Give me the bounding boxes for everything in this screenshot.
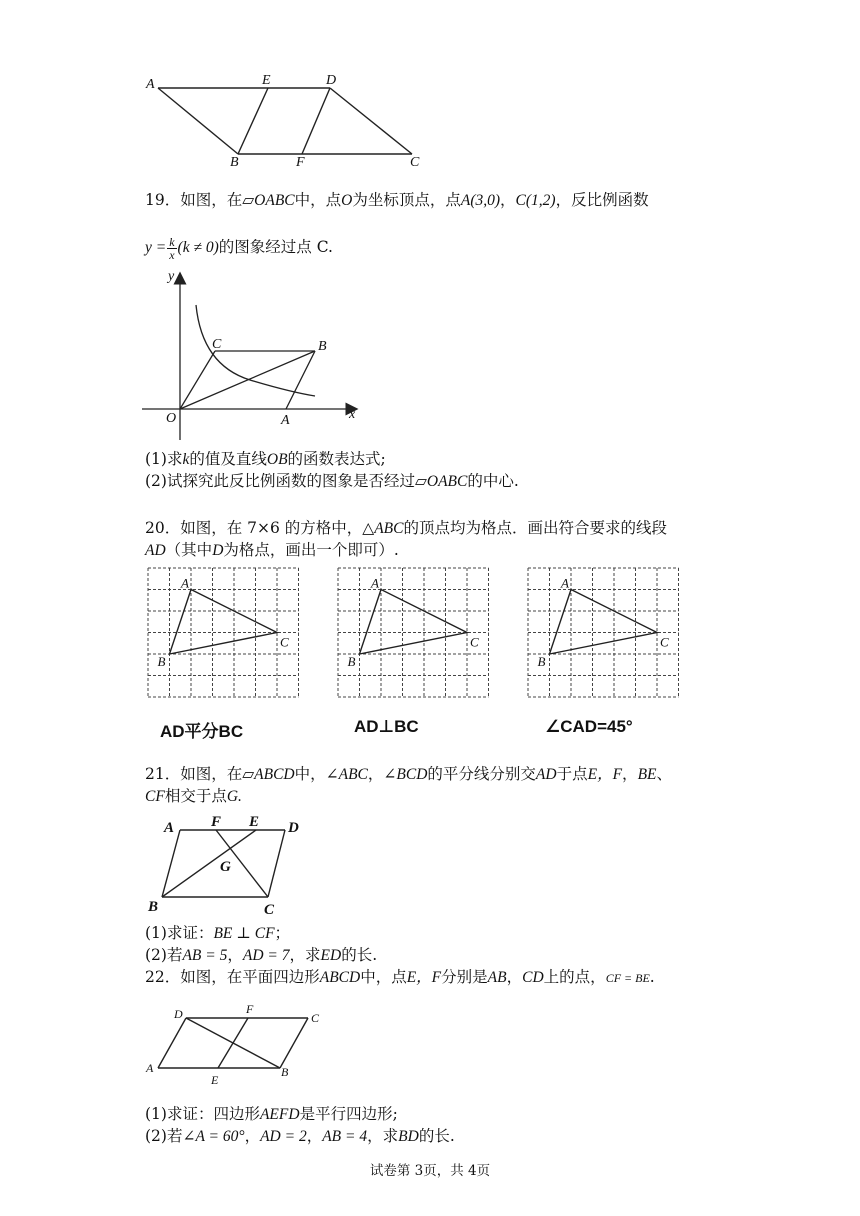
triangle-abc — [550, 590, 658, 655]
q19-line1: 19．如图，在▱OABC中，点O为坐标顶点，点A(3,0)，C(1,2)，反比例函数 — [145, 191, 649, 209]
q20-line2: AD（其中D为格点，画出一个即可）. — [145, 541, 399, 559]
label-C: C — [410, 155, 420, 170]
label-C: C — [264, 902, 275, 918]
axis-x-label: x — [349, 407, 356, 422]
caption-angle-cad-45: ∠CAD=45° — [545, 717, 633, 736]
label-A: A — [164, 820, 175, 836]
q21-line2: CF相交于点G. — [145, 787, 242, 805]
label-D: D — [174, 1007, 183, 1021]
q21-part2: (2)若AB = 5，AD = 7，求ED的长. — [145, 946, 378, 964]
figure-q21 — [140, 810, 315, 920]
label-A: A — [181, 575, 189, 591]
grid-figure-2 — [336, 566, 496, 701]
label-G: G — [220, 859, 231, 875]
caption-ad-bisects-bc: AD平分BC — [160, 722, 244, 741]
label-A: A — [146, 1061, 154, 1075]
q22-line1: 22．如图，在平面四边形ABCD中，点E，F分别是AB，CD上的点，CF = BE. — [145, 968, 655, 986]
page-footer: 试卷第 3页，共 4页 — [369, 1163, 491, 1179]
label-C: C — [212, 337, 222, 352]
label-C: C — [311, 1011, 320, 1025]
figure-q22 — [140, 1000, 340, 1092]
label-D: D — [326, 73, 337, 88]
axis-y-label: y — [168, 270, 175, 284]
label-E: E — [249, 814, 260, 830]
q19-part2: (2)试探究此反比例函数的图象是否经过▱OABC的中心. — [145, 472, 519, 490]
triangle-abc — [360, 590, 468, 655]
caption-ad-perp-bc: AD⊥BC — [354, 717, 419, 736]
label-B: B — [148, 899, 159, 915]
label-A: A — [561, 575, 569, 591]
label-F: F — [246, 1002, 254, 1016]
grid-figure-3 — [526, 566, 686, 701]
label-O: O — [166, 411, 177, 426]
fraction-k-over-x: $\frac{k}{x}$ — [169, 234, 175, 262]
label-C: C — [660, 634, 669, 650]
label-B: B — [347, 654, 356, 669]
label-B: B — [281, 1065, 289, 1079]
label-D: D — [288, 820, 299, 836]
q19-line2: y = $\frac{k}{x}$ (k ≠ 0)的图象经过点 C. — [145, 234, 333, 262]
label-C: C — [280, 634, 289, 650]
q21-part1: (1)求证：BE ⊥ CF； — [145, 924, 291, 942]
label-F: F — [211, 814, 222, 830]
q20-line1: 20．如图，在 7×6 的方格中，△ABC的顶点均为格点．画出符合要求的线段 — [145, 519, 668, 537]
q22-part1: (1)求证：四边形AEFD是平行四边形; — [145, 1105, 398, 1123]
label-B: B — [318, 339, 327, 354]
label-B: B — [537, 654, 546, 669]
label-C: C — [470, 634, 479, 650]
q21-line1: 21．如图，在▱ABCD中，∠ABC，∠BCD的平分线分别交AD于点E，F，BE、 — [145, 765, 673, 783]
q22-part2: (2)若∠A = 60°，AD = 2，AB = 4，求BD的长. — [145, 1127, 455, 1145]
triangle-abc — [170, 590, 278, 655]
label-A: A — [146, 77, 155, 92]
label-B: B — [157, 654, 166, 669]
label-B: B — [230, 155, 239, 170]
grid-figure-1 — [146, 566, 306, 701]
label-E: E — [211, 1073, 219, 1087]
label-A: A — [371, 575, 379, 591]
label-A: A — [281, 413, 290, 428]
label-E: E — [262, 73, 271, 88]
q19-part1: (1)求k的值及直线OB的函数表达式; — [145, 450, 386, 468]
label-F: F — [296, 155, 305, 170]
figure-q18 — [140, 70, 440, 170]
figure-q19-graph — [140, 270, 370, 445]
